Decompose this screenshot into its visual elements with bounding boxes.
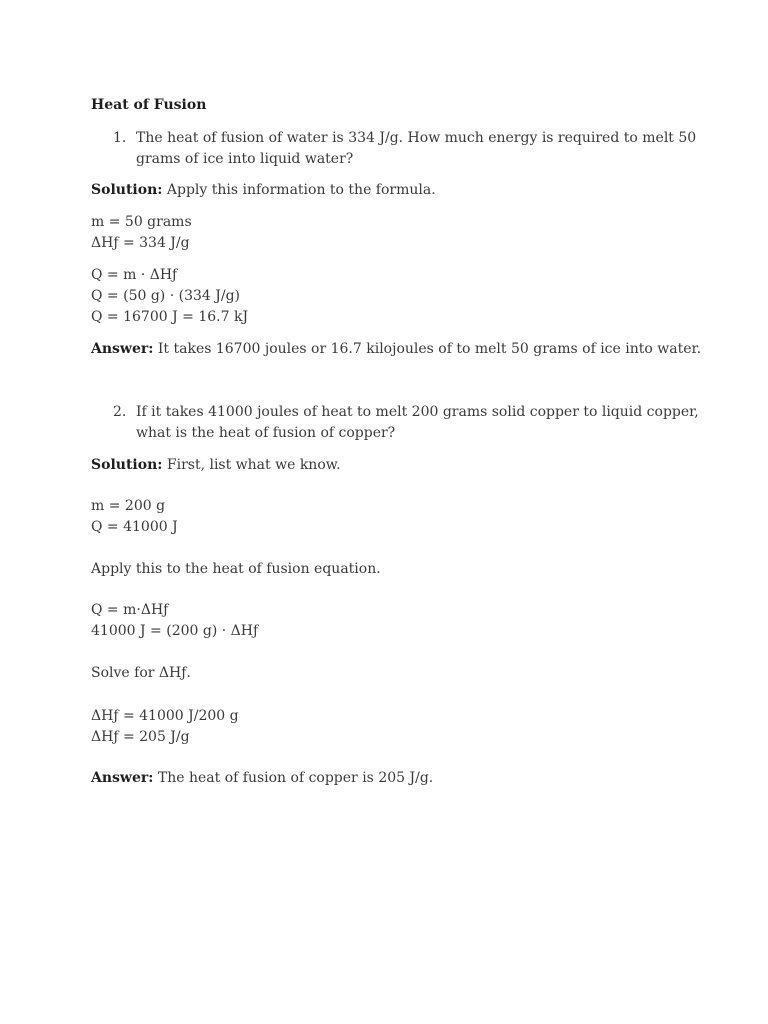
problem-1-step-substitute: Q = (50 g) · (334 J/g) bbox=[91, 288, 240, 304]
problem-2-given-mass: m = 200 g bbox=[91, 498, 166, 514]
problem-2-result-value: ΔHƒ = 205 J/g bbox=[91, 729, 190, 745]
page-title: Heat of Fusion bbox=[91, 97, 207, 113]
problem-1-question-line-2: grams of ice into liquid water? bbox=[136, 151, 354, 167]
problem-1-step-formula: Q = m · ΔHƒ bbox=[91, 267, 178, 283]
answer-label: Answer: bbox=[91, 770, 154, 786]
problem-1-step-result: Q = 16700 J = 16.7 kJ bbox=[91, 309, 249, 325]
problem-2-given-heat: Q = 41000 J bbox=[91, 519, 178, 535]
problem-1-answer bbox=[91, 339, 701, 359]
problem-2-answer bbox=[91, 768, 433, 788]
solution-text: Apply this information to the formula. bbox=[162, 182, 436, 198]
problem-2-solution bbox=[91, 455, 341, 475]
problem-1-question-line-1: The heat of fusion of water is 334 J/g. How much energy is required to melt 50 bbox=[136, 130, 697, 146]
solution-label: Solution: bbox=[91, 457, 163, 473]
solution-text: First, list what we know. bbox=[162, 457, 341, 473]
problem-2-question-line-2: what is the heat of fusion of copper? bbox=[136, 425, 396, 441]
problem-1-given-heat-of-fusion: ΔHƒ = 334 J/g bbox=[91, 235, 190, 251]
problem-1-number: 1. bbox=[113, 130, 127, 146]
answer-label: Answer: bbox=[91, 341, 154, 357]
problem-1-given-mass: m = 50 grams bbox=[91, 214, 192, 230]
solution-label: Solution: bbox=[91, 182, 163, 198]
answer-text: It takes 16700 joules or 16.7 kilojoules of to melt 50 grams of ice into water. bbox=[153, 341, 702, 357]
problem-2-question-line-1: If it takes 41000 joules of heat to melt 200 grams solid copper to liquid copper, bbox=[136, 404, 699, 420]
problem-2-equation-formula: Q = m·ΔHƒ bbox=[91, 602, 169, 618]
problem-2-result-division: ΔHƒ = 41000 J/200 g bbox=[91, 708, 239, 724]
problem-2-solve-text: Solve for ΔHƒ. bbox=[91, 665, 191, 681]
problem-1-solution bbox=[91, 180, 436, 200]
problem-2-apply-text: Apply this to the heat of fusion equation. bbox=[91, 561, 381, 577]
problem-2-number: 2. bbox=[113, 404, 127, 420]
problem-2-equation-substitute: 41000 J = (200 g) · ΔHƒ bbox=[91, 623, 259, 639]
answer-text: The heat of fusion of copper is 205 J/g. bbox=[153, 770, 434, 786]
